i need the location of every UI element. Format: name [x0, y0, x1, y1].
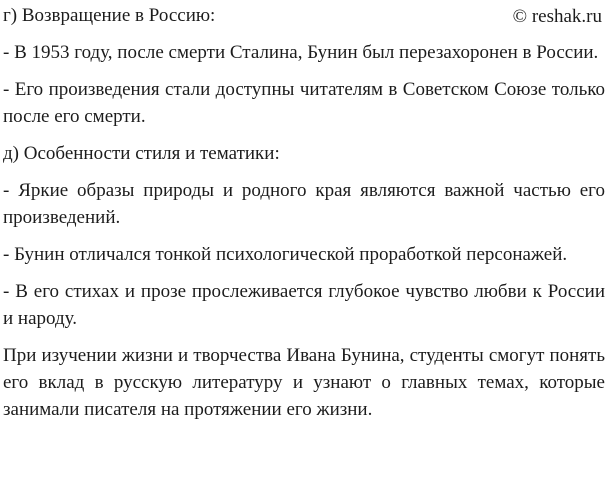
bullet-love-for-russia: - В его стихах и прозе прослеживается глубокое чувство любви к России и народу.	[3, 281, 605, 329]
closing-paragraph: При изучении жизни и творчества Ивана Бунина, студенты смогут понять его вклад в русскую литературу и узнают о главных темах, которые занимали писателя на протяжении его жизни.	[3, 345, 605, 420]
bullet-reburial-1953: - В 1953 году, после смерти Сталина, Бунин был перезахоронен в России.	[3, 42, 599, 63]
bullet-nature-imagery: - Яркие образы природы и родного края являются важной частью его произведений.	[3, 180, 605, 228]
document-body	[3, 2, 605, 423]
bullet-psychological-depth: - Бунин отличался тонкой психологической проработкой персонажей.	[3, 244, 568, 265]
bullet-works-available: - Его произведения стали доступны читателям в Советском Союзе только после его смерти.	[3, 79, 605, 127]
section-heading-return-to-russia: г) Возвращение в Россию:	[3, 5, 216, 26]
section-heading-style-themes: д) Особенности стиля и тематики:	[3, 143, 280, 164]
reshak-watermark: © reshak.ru	[512, 6, 602, 27]
